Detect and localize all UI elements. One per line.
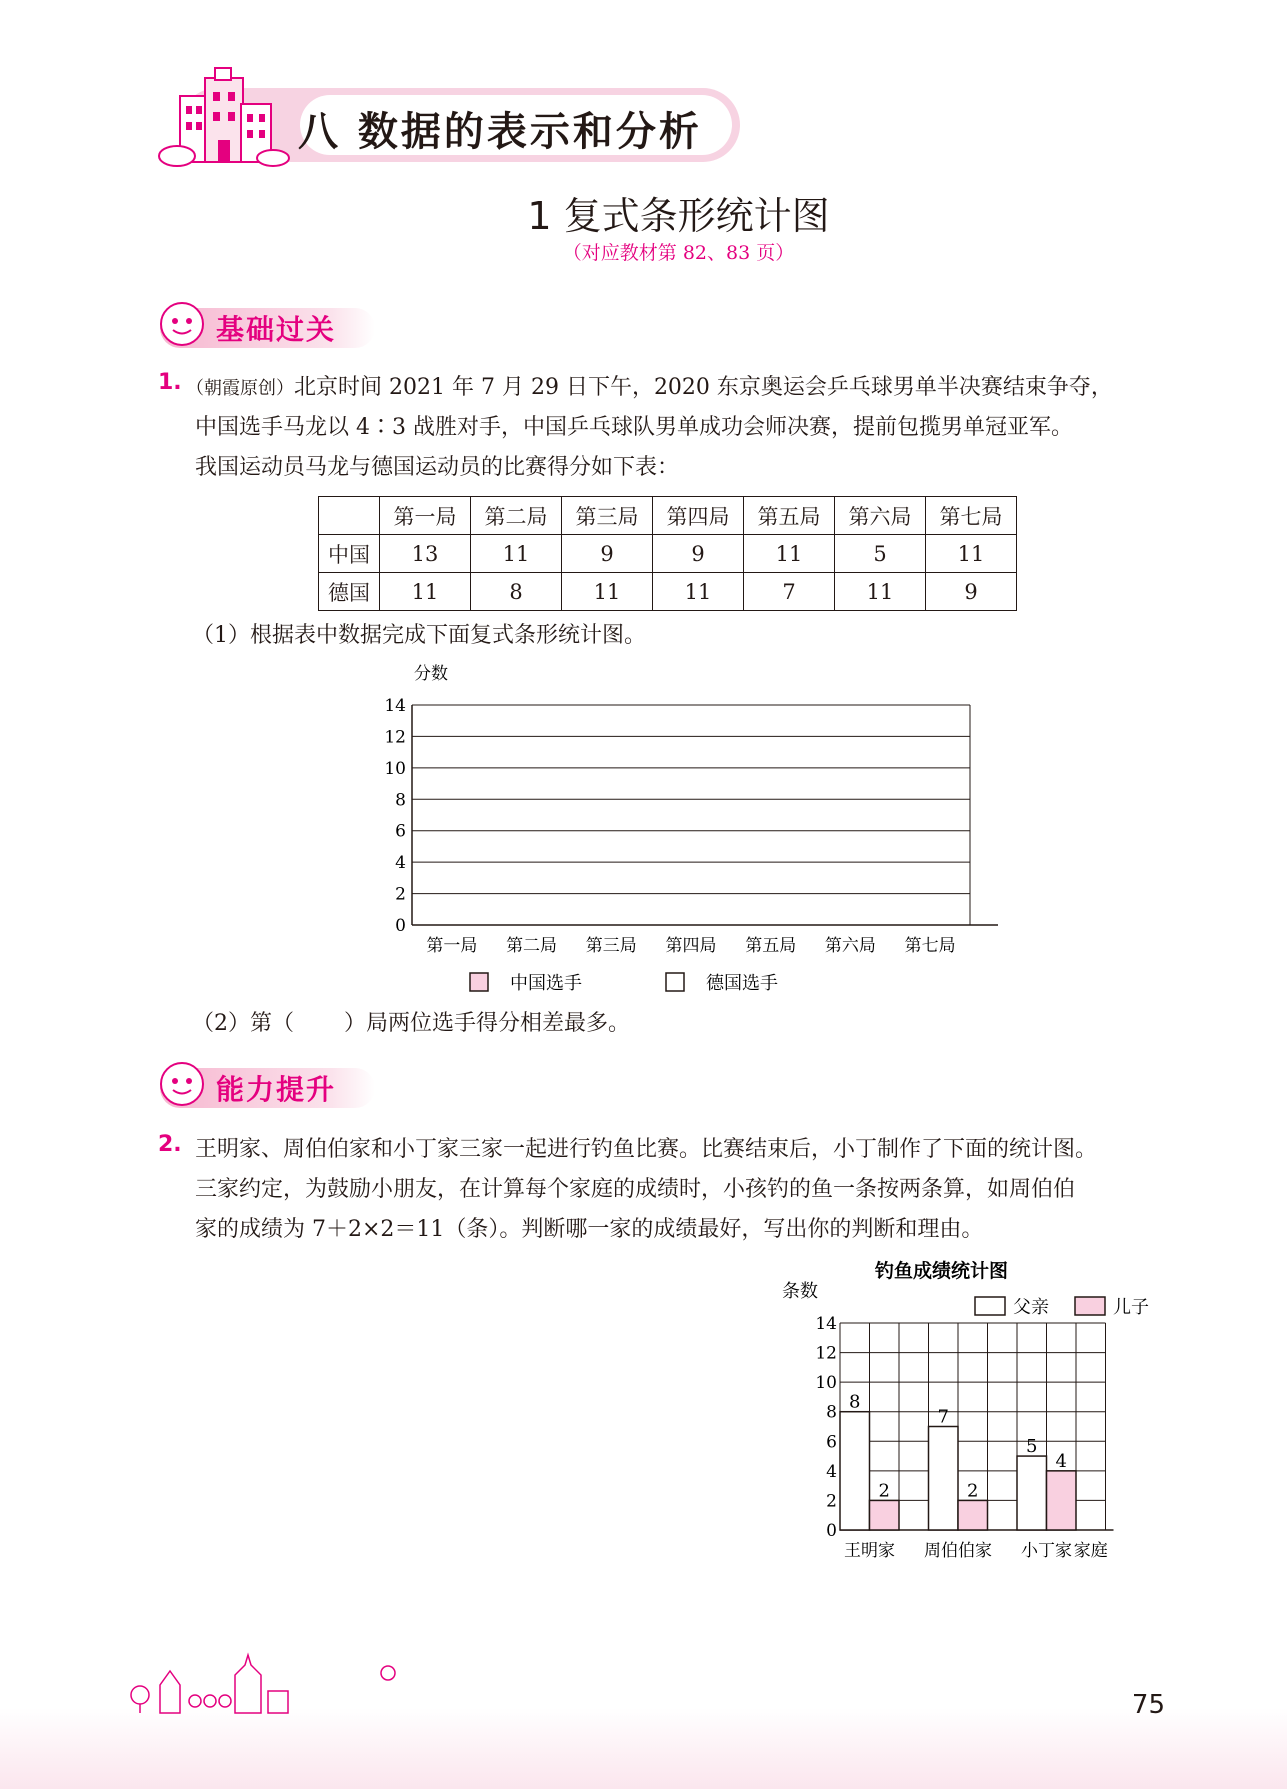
y-tick-label: 2 xyxy=(826,1491,837,1512)
score-table-wrap xyxy=(318,496,1017,611)
table-row xyxy=(319,573,1017,611)
table-cell: 13 xyxy=(380,535,471,573)
x-tick-label: 王明家 xyxy=(844,1541,895,1561)
x-tick-label: 第六局 xyxy=(824,936,876,956)
table-cell: 7 xyxy=(744,573,835,611)
y-tick-label: 8 xyxy=(395,790,406,811)
legend-swatch xyxy=(975,1297,1005,1315)
legend-label: 儿子 xyxy=(1113,1297,1149,1318)
y-tick-label: 8 xyxy=(826,1402,837,1423)
table-cell: 11 xyxy=(653,573,744,611)
x-tick-label: 第七局 xyxy=(904,936,956,956)
table-header-cell: 第五局 xyxy=(744,497,835,535)
table-cell: 11 xyxy=(471,535,562,573)
y-tick-label: 12 xyxy=(815,1343,837,1364)
q1-line-2: 中国选手马龙以 4∶3 战胜对手，中国乒乓球队男单成功会师决赛，提前包揽男单冠亚军。 xyxy=(195,415,1073,440)
legend-swatch xyxy=(1075,1297,1105,1315)
bar xyxy=(1017,1456,1047,1530)
q1-source: （朝霞原创） xyxy=(186,378,294,399)
bar xyxy=(870,1500,900,1530)
mascot-icon xyxy=(158,300,206,348)
q1-sub2-part-b: ）局两位选手得分相差最多。 xyxy=(344,1011,631,1036)
bar-value-label: 2 xyxy=(967,1480,979,1502)
x-tick-label: 小丁家 xyxy=(1021,1541,1072,1561)
bar-value-label: 2 xyxy=(878,1480,890,1502)
y-tick-label: 4 xyxy=(395,853,406,874)
y-tick-label: 10 xyxy=(815,1373,837,1394)
y-tick-label: 4 xyxy=(826,1461,837,1482)
bar-value-label: 5 xyxy=(1026,1436,1038,1458)
table-cell: 5 xyxy=(835,535,926,573)
y-tick-label: 0 xyxy=(826,1521,837,1541)
table-header-cell: 第四局 xyxy=(653,497,744,535)
score-table xyxy=(318,496,1017,611)
bar xyxy=(929,1427,959,1531)
x-tick-label: 第一局 xyxy=(426,936,478,956)
table-cell: 11 xyxy=(926,535,1017,573)
bar xyxy=(958,1500,988,1530)
table-cell: 9 xyxy=(653,535,744,573)
x-tick-label: 第三局 xyxy=(585,936,637,956)
x-tick-label: 第二局 xyxy=(506,936,558,956)
table-header-cell: 第六局 xyxy=(835,497,926,535)
table-row-head: 中国 xyxy=(319,535,380,573)
legend-swatch xyxy=(470,973,488,991)
page-number: 75 xyxy=(1131,1690,1165,1720)
y-tick-label: 0 xyxy=(395,916,406,936)
x-tick-label: 第四局 xyxy=(665,936,717,956)
q1-line-1: 北京时间 2021 年 7 月 29 日下午，2020 东京奥运会乒乓球男单半决赛结束争夺， xyxy=(294,375,1113,400)
y-tick-label: 2 xyxy=(395,884,406,905)
fishing-bar-chart xyxy=(770,1255,1190,1570)
score-bar-chart xyxy=(370,655,1010,995)
q2-line-3: 家的成绩为 7＋2×2＝11（条）。判断哪一家的成绩最好，写出你的判断和理由。 xyxy=(195,1217,984,1242)
bar-value-label: 8 xyxy=(849,1391,861,1413)
table-corner-cell xyxy=(319,497,380,535)
y-tick-label: 6 xyxy=(395,821,406,842)
table-header-cell: 第一局 xyxy=(380,497,471,535)
table-cell: 11 xyxy=(562,573,653,611)
table-cell: 8 xyxy=(471,573,562,611)
q1-line-3: 我国运动员马龙与德国运动员的比赛得分如下表： xyxy=(195,455,680,480)
y-tick-label: 12 xyxy=(384,727,406,748)
q2-number: 2. xyxy=(158,1132,182,1157)
table-cell: 11 xyxy=(744,535,835,573)
table-cell: 9 xyxy=(562,535,653,573)
y-tick-label: 6 xyxy=(826,1432,837,1453)
section-title: 1 复式条形统计图 xyxy=(527,194,830,238)
q1-number: 1. xyxy=(158,370,182,395)
table-header-row xyxy=(319,497,1017,535)
q1-sub2-part-a: （2）第（ xyxy=(192,1011,294,1036)
part2-label: 能力提升 xyxy=(216,1073,337,1106)
table-cell: 11 xyxy=(380,573,471,611)
chart1-y-label: 分数 xyxy=(414,664,448,684)
school-building-icon xyxy=(155,64,295,174)
footer-band xyxy=(0,1708,1287,1789)
q2-line-1: 王明家、周伯伯家和小丁家三家一起进行钓鱼比赛。比赛结束后，小丁制作了下面的统计图。 xyxy=(195,1137,1098,1162)
bar xyxy=(1047,1471,1077,1530)
chapter-title: 八 数据的表示和分析 xyxy=(298,109,702,155)
x-axis-label: 家庭 xyxy=(1073,1541,1108,1561)
q2-line-2: 三家约定，为鼓励小朋友，在计算每个家庭的成绩时，小孩钓的鱼一条按两条算，如周伯伯 xyxy=(195,1177,1076,1202)
section-reference: （对应教材第 82、83 页） xyxy=(562,242,795,264)
chart2-y-label: 条数 xyxy=(782,1281,818,1302)
table-cell: 9 xyxy=(926,573,1017,611)
y-tick-label: 10 xyxy=(384,758,406,779)
q1-text xyxy=(186,368,1186,409)
bar-value-label: 7 xyxy=(937,1406,949,1428)
legend-label: 中国选手 xyxy=(510,973,582,994)
table-row-head: 德国 xyxy=(319,573,380,611)
legend-swatch xyxy=(666,973,684,991)
x-tick-label: 周伯伯家 xyxy=(924,1541,992,1561)
chart2-title: 钓鱼成绩统计图 xyxy=(875,1260,1009,1282)
y-tick-label: 14 xyxy=(384,696,406,716)
legend-label: 德国选手 xyxy=(706,973,778,994)
q1-sub2 xyxy=(192,1004,630,1044)
bar-value-label: 4 xyxy=(1055,1450,1067,1472)
bar xyxy=(840,1412,870,1530)
y-tick-label: 14 xyxy=(815,1314,837,1334)
table-header-cell: 第七局 xyxy=(926,497,1017,535)
mascot-icon xyxy=(158,1060,206,1108)
table-header-cell: 第三局 xyxy=(562,497,653,535)
legend-label: 父亲 xyxy=(1013,1297,1049,1318)
table-header-cell: 第二局 xyxy=(471,497,562,535)
part1-label: 基础过关 xyxy=(216,313,337,346)
town-decoration-icon xyxy=(120,1645,440,1715)
table-row xyxy=(319,535,1017,573)
q1-sub1: （1）根据表中数据完成下面复式条形统计图。 xyxy=(192,623,646,648)
table-cell: 11 xyxy=(835,573,926,611)
x-tick-label: 第五局 xyxy=(745,936,797,956)
